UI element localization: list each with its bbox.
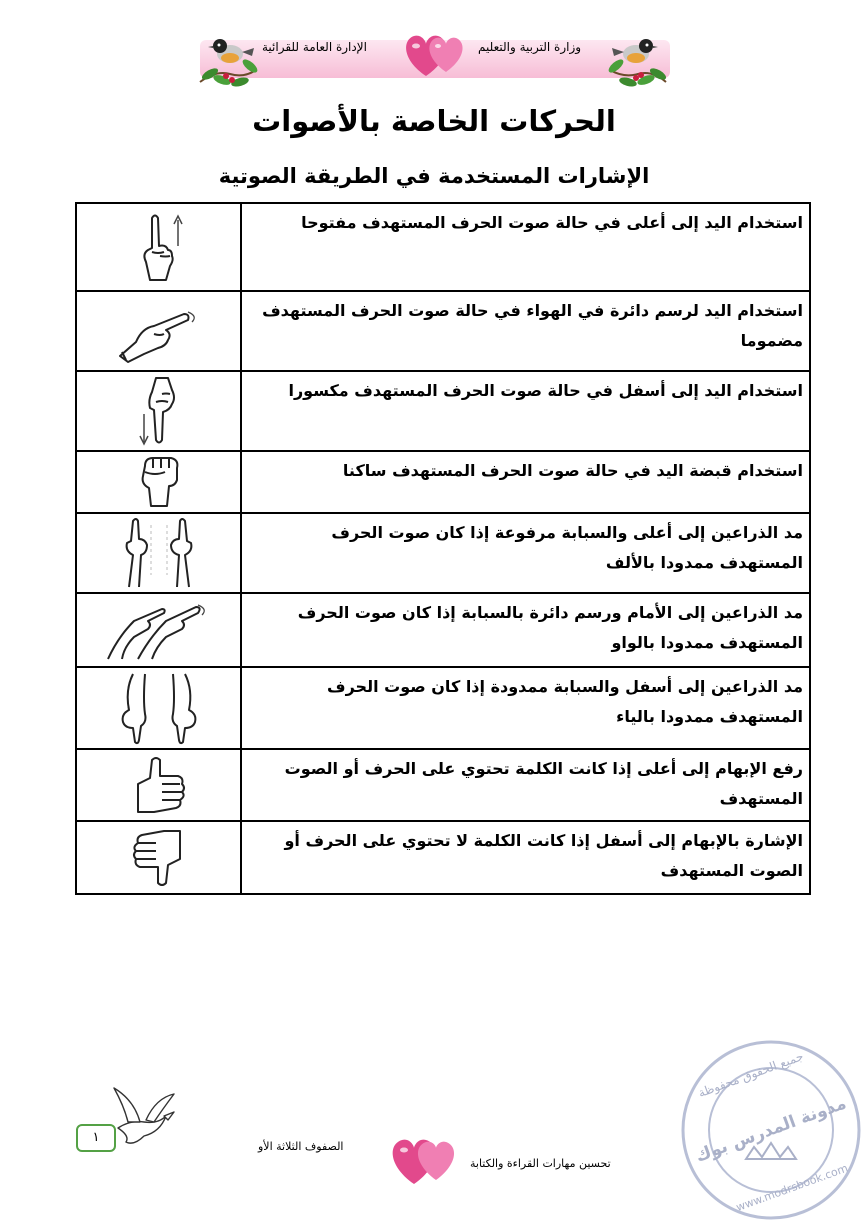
page-subtitle: الإشارات المستخدمة في الطريقة الصوتية — [218, 164, 650, 188]
row-description: رفع الإبهام إلى أعلى إذا كانت الكلمة تحتوي على الحرف أو الصوت المستهدف — [241, 749, 810, 821]
row-description: استخدام اليد إلى أعلى في حالة صوت الحرف المستهدف مفتوحا — [241, 203, 810, 291]
hand-circle-icon — [114, 298, 204, 364]
table-row — [76, 821, 810, 894]
header-department-text: الإدارة العامة للقرائية — [262, 40, 367, 54]
page-title: الحركات الخاصة بالأصوات — [252, 104, 616, 138]
row-illustration — [76, 821, 241, 894]
hearts-decoration-icon — [396, 26, 476, 82]
watermark-bottom-text: www.modrsbook.com — [734, 1161, 850, 1215]
row-illustration — [76, 593, 241, 667]
row-illustration — [76, 451, 241, 513]
page-number: ١ — [76, 1124, 116, 1152]
table-row — [76, 513, 810, 593]
row-description: مد الذراعين إلى أسفل والسبابة ممدودة إذا كان صوت الحرف المستهدف ممدودا بالياء — [241, 667, 810, 749]
row-illustration — [76, 291, 241, 371]
table-row — [76, 371, 810, 451]
two-arms-up-icon — [111, 515, 207, 591]
table-row — [76, 593, 810, 667]
row-illustration — [76, 749, 241, 821]
row-description: الإشارة بالإبهام إلى أسفل إذا كانت الكلمة لا تحتوي على الحرف أو الصوت المستهدف — [241, 821, 810, 894]
hand-point-up-icon — [124, 210, 194, 284]
row-description: استخدام اليد لرسم دائرة في الهواء في حالة صوت الحرف المستهدف مضموما — [241, 291, 810, 371]
table-row — [76, 749, 810, 821]
row-description: استخدام قبضة اليد في حالة صوت الحرف المستهدف ساكنا — [241, 451, 810, 513]
row-description: مد الذراعين إلى أعلى والسبابة مرفوعة إذا كان صوت الحرف المستهدف ممدودا بالألف — [241, 513, 810, 593]
footer-program-text: تحسين مهارات القراءة والكتابة — [470, 1157, 611, 1170]
two-arms-forward-icon — [104, 597, 214, 663]
fist-icon — [129, 454, 189, 510]
table-row — [76, 667, 810, 749]
table-row — [76, 451, 810, 513]
two-arms-down-icon — [111, 670, 207, 746]
gestures-table — [75, 202, 811, 895]
hand-point-down-icon — [126, 374, 192, 448]
row-illustration — [76, 667, 241, 749]
bird-branch-right-icon — [606, 30, 670, 90]
bird-branch-left-icon — [196, 30, 260, 90]
row-description: مد الذراعين إلى الأمام ورسم دائرة بالسبابة إذا كان صوت الحرف المستهدف ممدودا بالواو — [241, 593, 810, 667]
watermark-top-text: جميع الحقوق محفوظة — [696, 1049, 806, 1101]
watermark-seal-icon — [676, 1035, 866, 1225]
watermark-middle-text: مدونة المدرس بوك — [692, 1093, 850, 1167]
thumb-up-icon — [124, 754, 194, 816]
hearts-decoration-icon — [380, 1130, 470, 1190]
row-illustration — [76, 513, 241, 593]
row-description: استخدام اليد إلى أسفل في حالة صوت الحرف المستهدف مكسورا — [241, 371, 810, 451]
table-row — [76, 291, 810, 371]
table-row — [76, 203, 810, 291]
header-ministry-text: وزارة التربية والتعليم — [478, 40, 582, 54]
footer-grades-text: الصفوف الثلاثة الأو — [258, 1140, 344, 1153]
row-illustration — [76, 371, 241, 451]
thumb-down-icon — [124, 827, 194, 889]
row-illustration — [76, 203, 241, 291]
